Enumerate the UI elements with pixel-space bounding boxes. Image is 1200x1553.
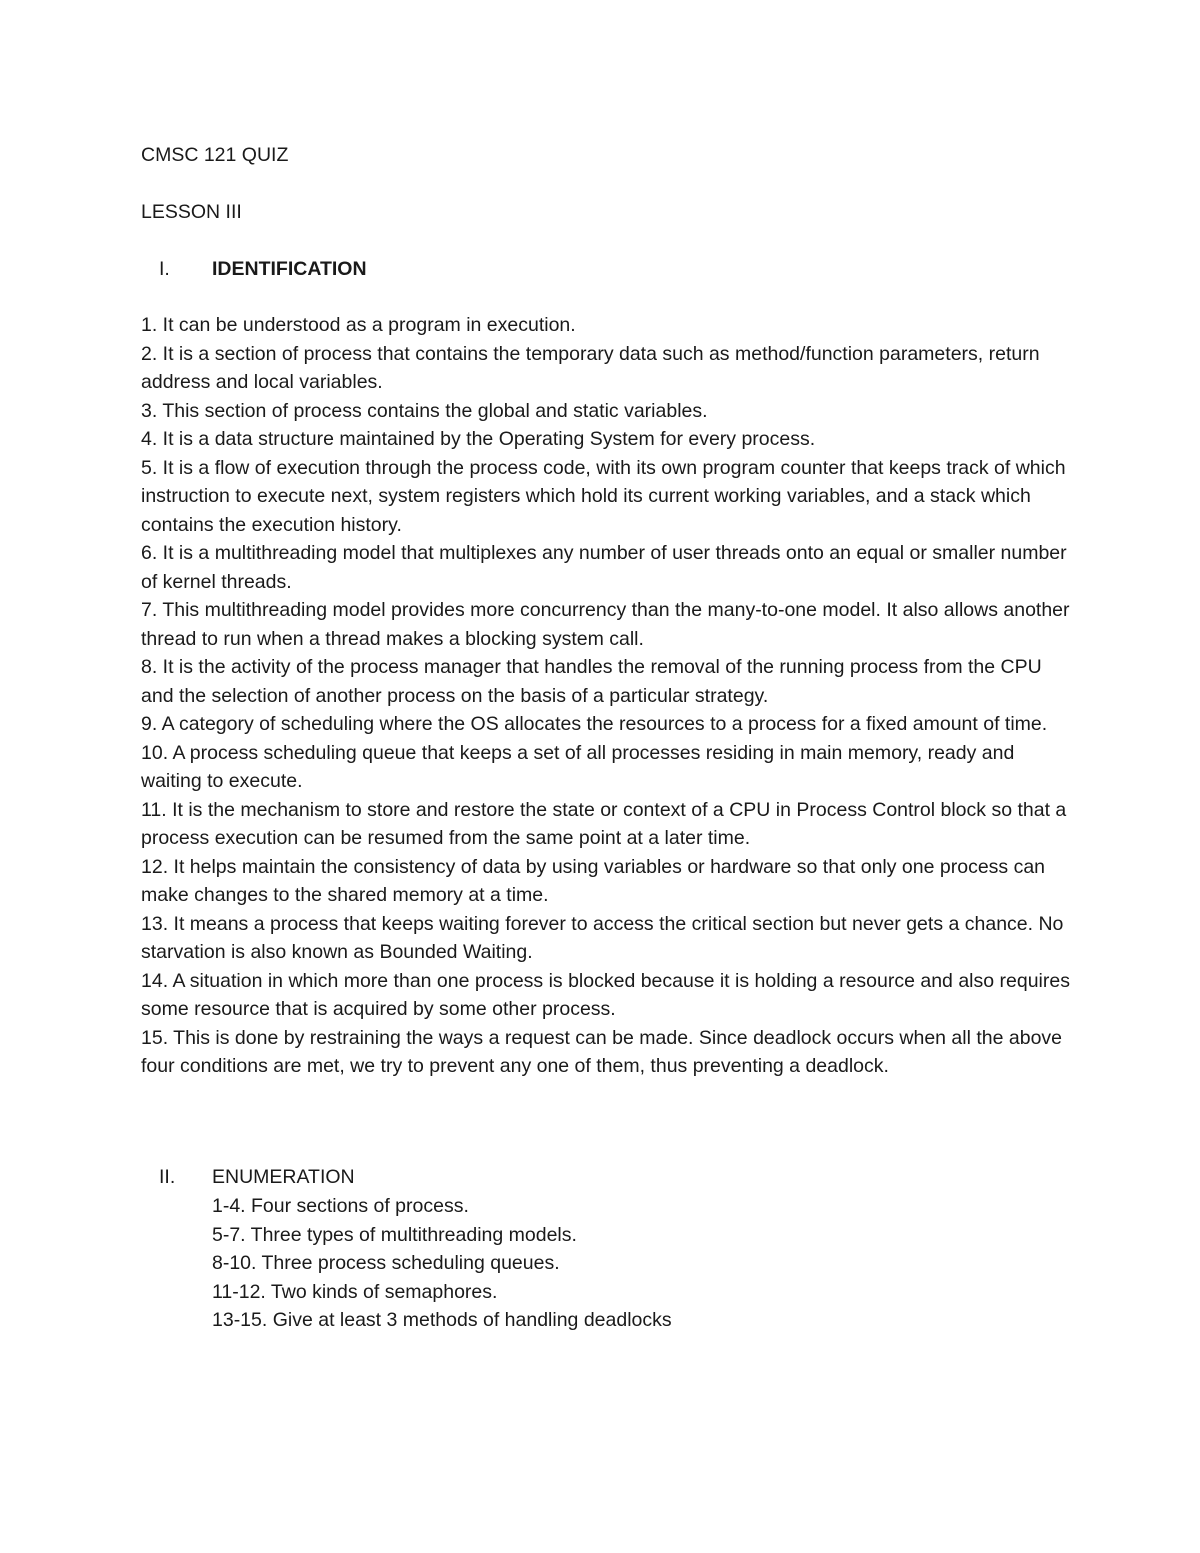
enumeration-item: 1-4. Four sections of process. xyxy=(212,1195,469,1217)
identification-question-list xyxy=(141,311,1071,1081)
question-item: 2. It is a section of process that contains the temporary data such as method/function parameters, return address and local variables. xyxy=(141,342,1040,393)
question-item: 8. It is the activity of the process manager that handles the removal of the running process from the CPU and the selection of another process on the basis of a particular strategy. xyxy=(141,656,1042,707)
enumeration-item: 5-7. Three types of multithreading models. xyxy=(212,1223,577,1246)
section-label: ENUMERATION xyxy=(212,1166,355,1188)
question-item: 14. A situation in which more than one process is blocked because it is holding a resource and also requires some resource that is acquired by some other process. xyxy=(141,969,1070,1020)
question-item: 13. It means a process that keeps waiting forever to access the critical section but never gets a chance. No starvation is also known as Bounded Waiting. xyxy=(141,912,1064,963)
lesson-heading: LESSON III xyxy=(141,201,242,223)
question-item: 6. It is a multithreading model that multiplexes any number of user threads onto an equal or smaller number of kernel threads. xyxy=(141,542,1067,593)
question-item: 7. This multithreading model provides more concurrency than the many-to-one model. It also allows another thread to run when a thread makes a blocking system call. xyxy=(141,599,1070,650)
question-item: 10. A process scheduling queue that keeps a set of all processes residing in main memory, ready and waiting to execute. xyxy=(141,741,1015,792)
enumeration-item: 13-15. Give at least 3 methods of handling deadlocks xyxy=(212,1309,672,1331)
question-item: 4. It is a data structure maintained by the Operating System for every process. xyxy=(141,428,816,450)
enumeration-item: 8-10. Three process scheduling queues. xyxy=(212,1252,560,1274)
enumeration-item-list xyxy=(212,1192,672,1335)
section-numeral: II. xyxy=(159,1166,176,1188)
question-item: 9. A category of scheduling where the OS allocates the resources to a process for a fixed amount of time. xyxy=(141,713,1048,735)
question-item: 3. This section of process contains the global and static variables. xyxy=(141,399,708,422)
question-item: 1. It can be understood as a program in execution. xyxy=(141,314,576,336)
enumeration-item: 11-12. Two kinds of semaphores. xyxy=(212,1280,498,1303)
question-item: 15. This is done by restraining the ways a request can be made. Since deadlock occurs when all the above four conditions are met, we try to prevent any one of them, thus preventing a deadlock. xyxy=(141,1026,1063,1077)
quiz-title: CMSC 121 QUIZ xyxy=(141,144,289,166)
section-numeral: I. xyxy=(159,258,170,280)
question-item: 12. It helps maintain the consistency of data by using variables or hardware so that only one process can make changes to the shared memory at a time. xyxy=(141,855,1046,906)
question-item: 5. It is a flow of execution through the process code, with its own program counter that keeps track of which instruction to execute next, system registers which hold its current working variables, and a stack which contains the execution history. xyxy=(141,456,1066,536)
section-label: IDENTIFICATION xyxy=(212,258,367,280)
question-item: 11. It is the mechanism to store and restore the state or context of a CPU in Process Control block so that a process execution can be resumed from the same point at a later time. xyxy=(141,798,1067,849)
